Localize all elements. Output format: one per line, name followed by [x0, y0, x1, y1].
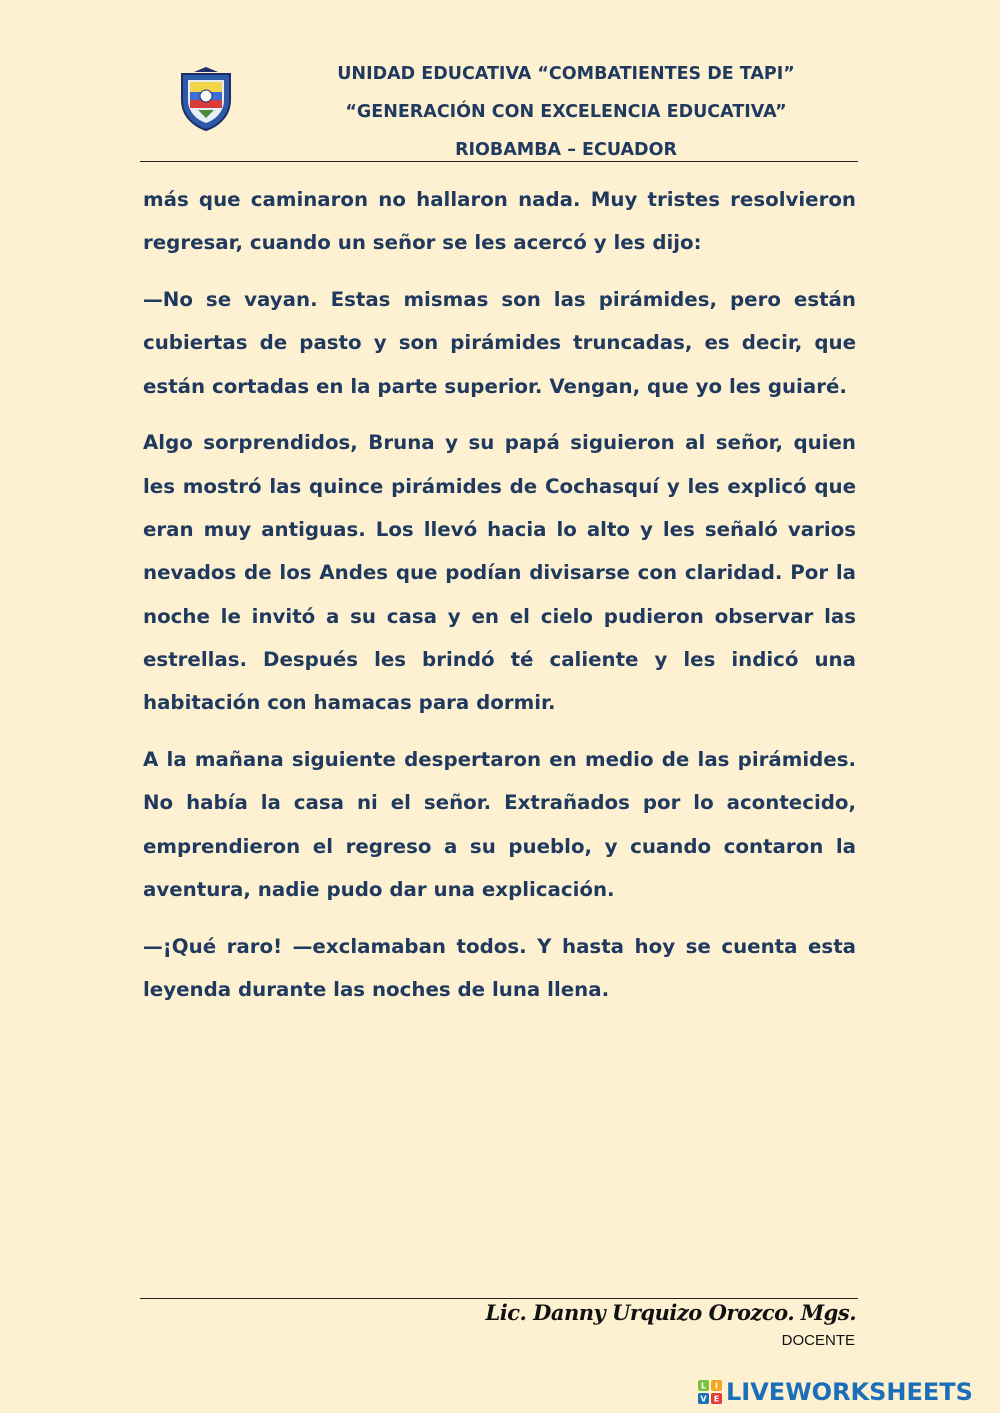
teacher-signature: Lic. Danny Urquizo Orozco. Mgs.	[485, 1300, 856, 1325]
story-paragraph: más que caminaron no hallaron nada. Muy tristes resolvieron regresar, cuando un señor se les acercó y les dijo:	[143, 188, 856, 255]
footer-divider	[140, 1298, 858, 1299]
story-paragraph: Algo sorprendidos, Bruna y su papá siguieron al señor, quien les mostró las quince pirámides de Cochasquí y les explicó que eran muy antiguas. Los llevó hacia lo alto y les señaló varios nevados de los Andes que podían divisarse con claridad. Por la noche le invitó a su casa y en el cielo pudieron observar las estrellas. Después les brindó té caliente y les indicó una habitación con hamacas para dormir.	[143, 431, 856, 715]
story-paragraph: —¡Qué raro! —exclamaban todos. Y hasta hoy se cuenta esta leyenda durante las noches de luna llena.	[143, 934, 856, 1002]
story-paragraph: —No se vayan. Estas mismas son las pirámides, pero están cubiertas de pasto y son pirámides truncadas, es decir, que están cortadas en la parte superior. Vengan, que yo les guiaré.	[143, 288, 856, 398]
svg-text:V: V	[700, 1394, 707, 1404]
story-paragraph: A la mañana siguiente despertaron en medio de las pirámides. No había la casa ni el señor. Extrañados por lo acontecido, emprendieron el regreso a su pueblo, y cuando contaron la aventura, nadie pudo dar una explicación.	[143, 748, 856, 901]
teacher-role: DOCENTE	[781, 1332, 855, 1349]
svg-text:E: E	[713, 1394, 720, 1404]
school-header	[276, 60, 856, 174]
school-name: UNIDAD EDUCATIVA “COMBATIENTES DE TAPI”	[337, 64, 795, 84]
header-divider	[140, 161, 858, 162]
svg-text:L: L	[700, 1381, 707, 1391]
school-location: RIOBAMBA – ECUADOR	[455, 140, 677, 160]
liveworksheets-logo-icon	[698, 1380, 722, 1404]
story-text	[143, 178, 856, 1025]
school-crest-icon	[176, 66, 236, 132]
brand-name: LIVEWORKSHEETS	[726, 1378, 973, 1406]
school-motto: “GENERACIÓN CON EXCELENCIA EDUCATIVA”	[345, 102, 787, 122]
svg-text:I: I	[715, 1381, 718, 1391]
liveworksheets-brand[interactable]	[698, 1378, 973, 1406]
